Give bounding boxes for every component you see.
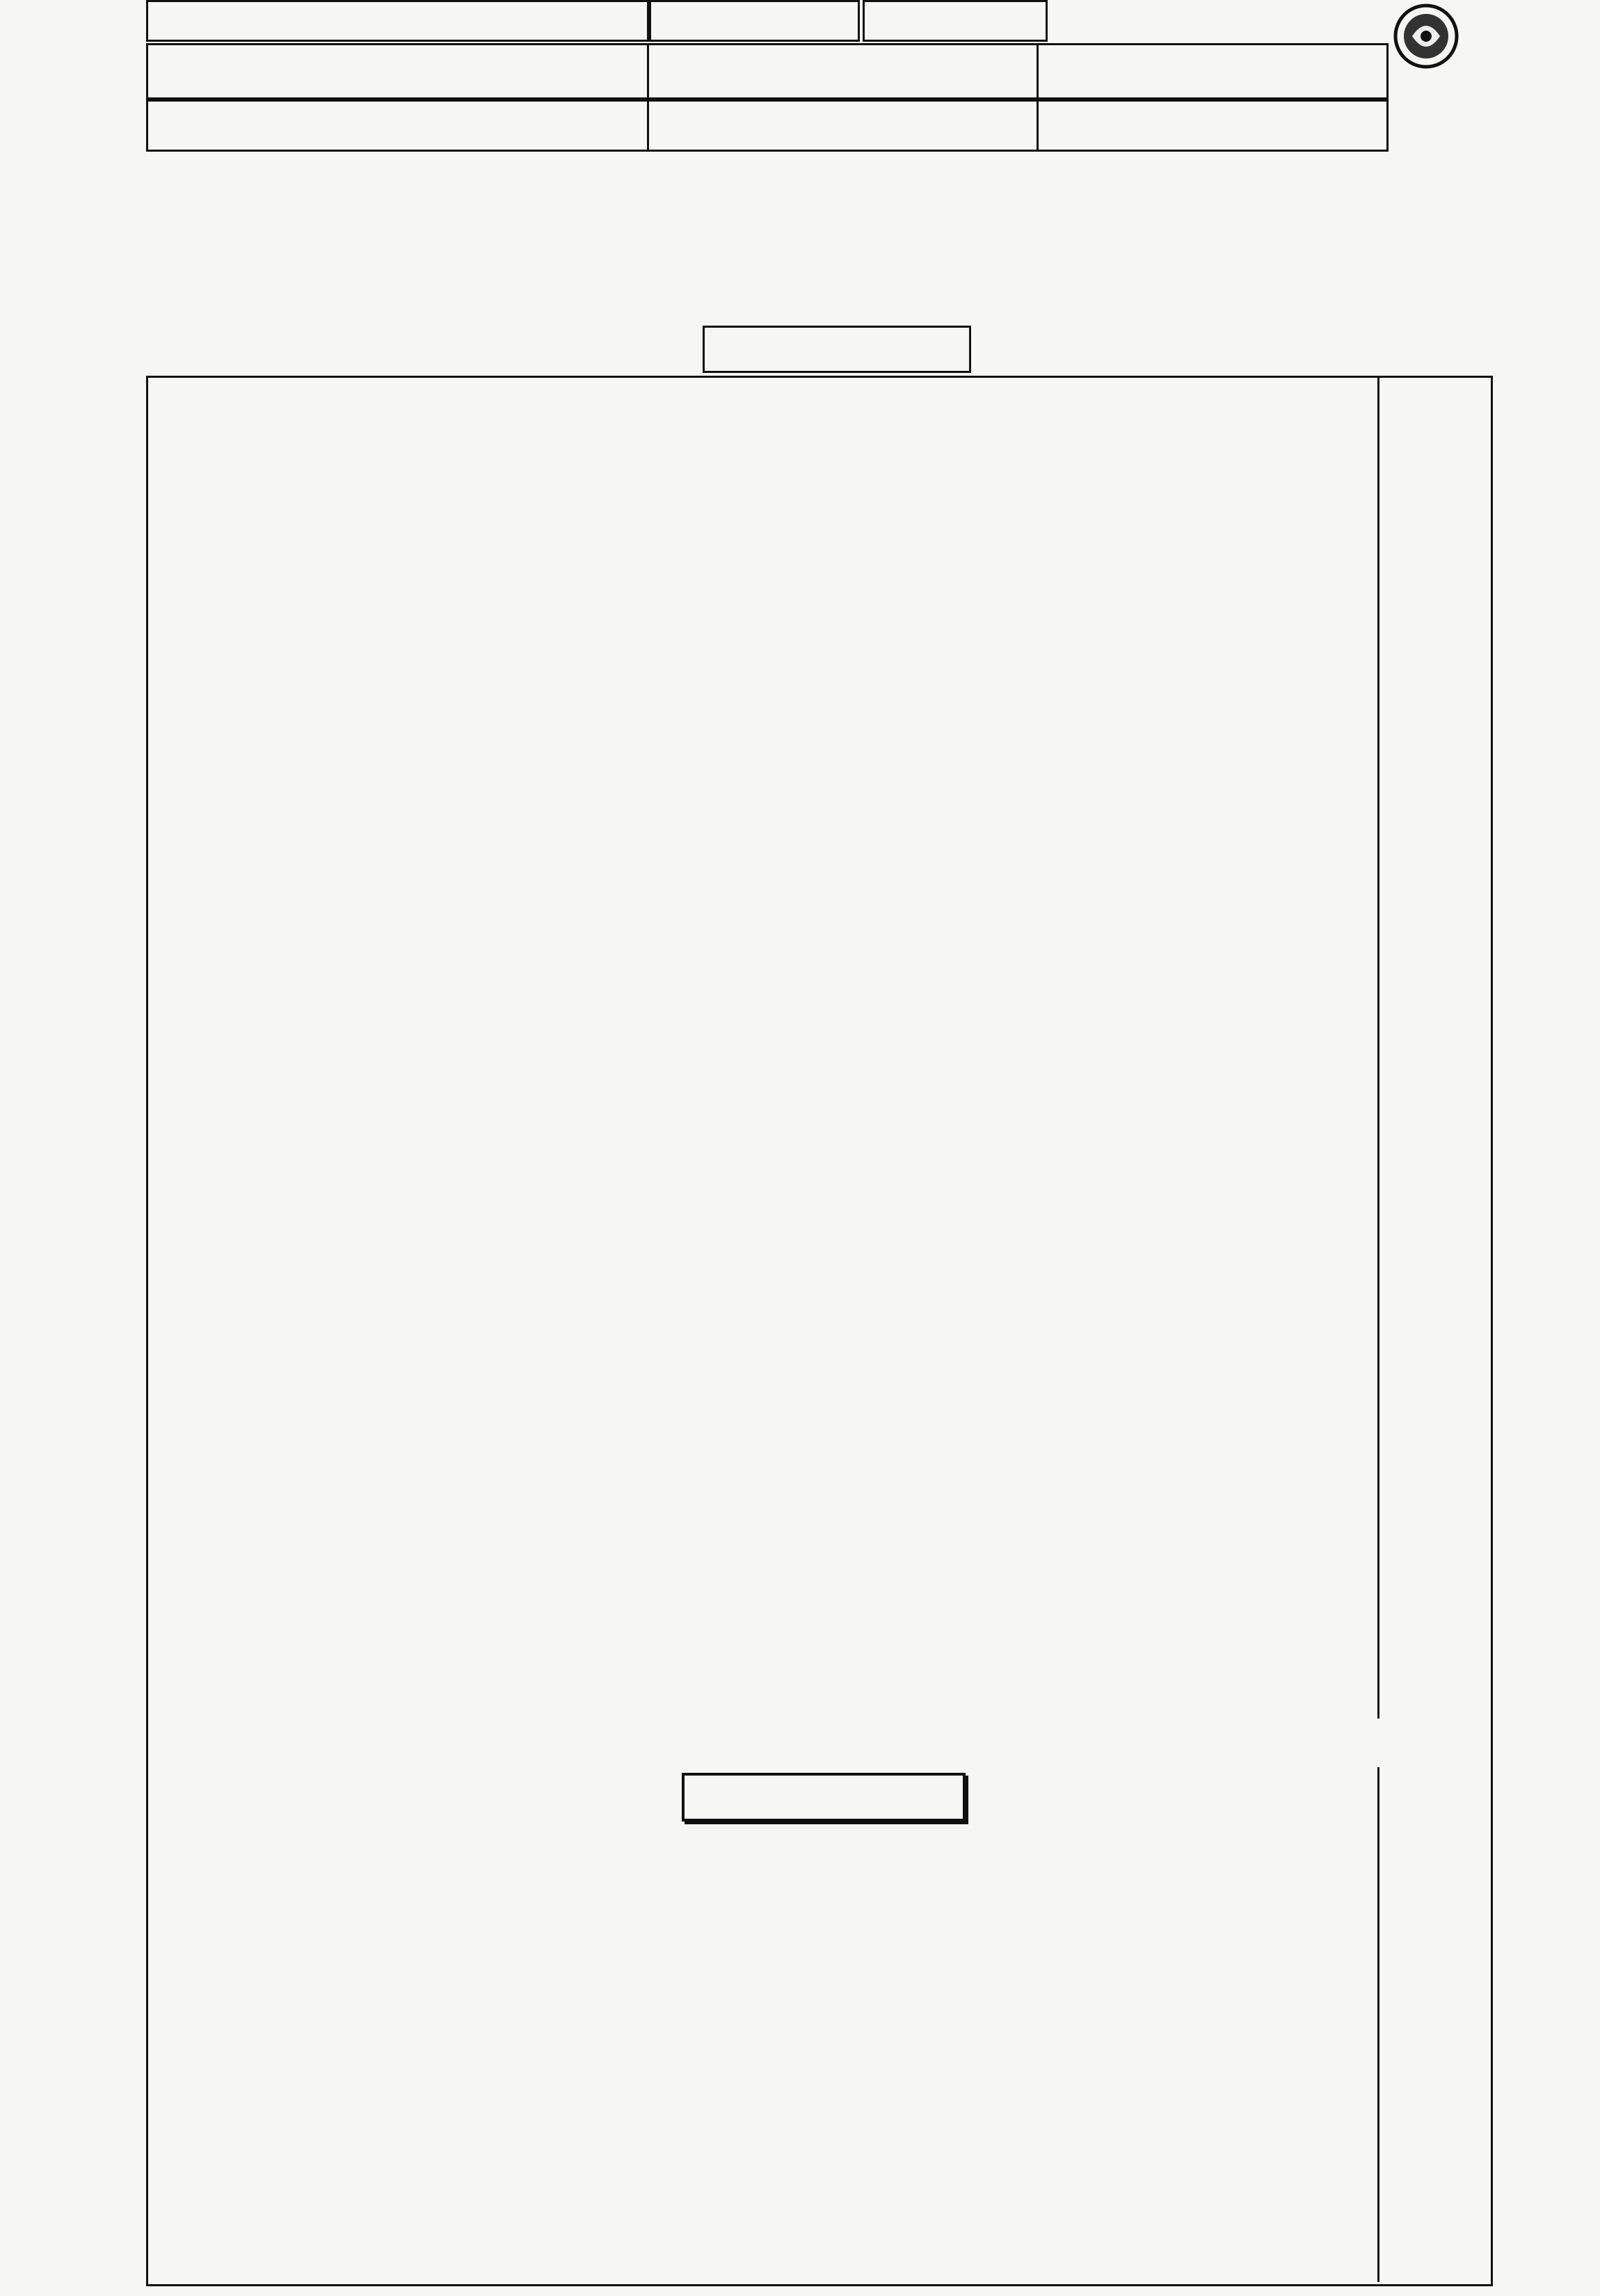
- part1-title-box: [703, 326, 971, 373]
- session-box: [146, 0, 651, 42]
- subject-row-box: [146, 43, 1389, 102]
- paper-code-box: [863, 0, 1048, 42]
- question-frame: [146, 376, 1493, 2286]
- part2-title-box: [682, 1773, 966, 1821]
- board-logo: [1384, 1, 1468, 71]
- marks-row-box: [146, 97, 1389, 152]
- group-box: [647, 0, 860, 42]
